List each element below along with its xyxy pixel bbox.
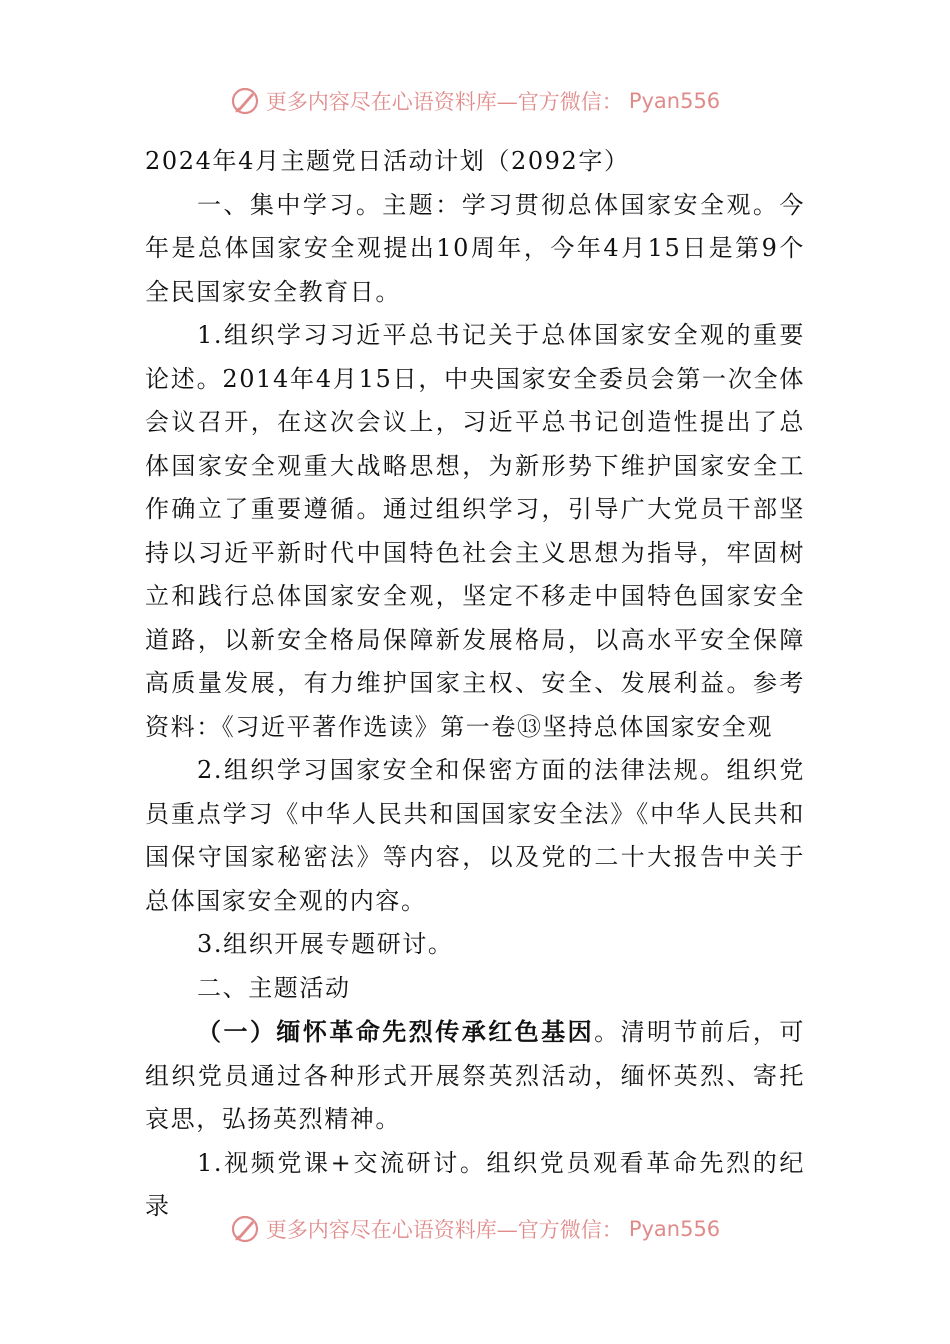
document-title: 2024年4月主题党日活动计划（2092字） [145,147,630,175]
paragraph-item-3: 3.组织开展专题研讨。 [197,930,454,958]
watermark-wechat-id: Pyan556 [628,1217,721,1241]
paragraph-item-2: 2.组织学习国家安全和保密方面的法律法规。组织党员重点学习《中华人民共和国国家安全法》《中华人民共和国保守国家秘密法》等内容，以及党的二十大报告中关于总体国家安全观的内容。 [145,756,805,915]
watermark-wechat-id: Pyan556 [628,89,721,113]
watermark-text: 更多内容尽在心语资料库—官方微信： [265,90,623,114]
watermark-header [0,86,950,116]
subsection-text: 。清明节前后，可组织党员通过各种形式开展祭英烈活动，缅怀英烈、寄托哀思，弘扬英烈精神。 [145,1018,805,1133]
paragraph-item-1: 1.组织学习习近平总书记关于总体国家安全观的重要论述。2014年4月15日，中央国家安全委员会第一次全体会议召开，在这次会议上，习近平总书记创造性提出了总体国家安全观重大战略思想，为新形势下维护国家安全工作确立了重要遵循。通过组织学习，引导广大党员干部坚持以习近平新时代中国特色社会主义思想为指导，牢固树立和践行总体国家安全观，坚定不移走中国特色国家安全道路，以新安全格局保障新发展格局，以高水平安全保障高质量发展，有力维护国家主权、安全、发展利益。参考资料：《习近平著作选读》第一卷⑬坚持总体国家安全观 [145,321,805,741]
document-body [145,140,805,1229]
quill-logo-icon [230,86,260,116]
watermark-text: 更多内容尽在心语资料库—官方微信： [265,1218,623,1242]
paragraph-section-2: 二、主题活动 [197,973,351,1002]
subsection-heading: （一）缅怀革命先烈传承红色基因 [197,1017,595,1046]
quill-logo-icon [230,1214,260,1244]
paragraph-activity-1: 1.视频党课+交流研讨。组织党员观看革命先烈的纪录 [145,1148,805,1220]
paragraph-section-1: 一、集中学习。主题：学习贯彻总体国家安全观。今年是总体国家安全观提出10周年，今年4月15日是第9个全民国家安全教育日。 [145,190,805,306]
paragraph-subsection-1 [145,1010,805,1142]
watermark-footer [0,1214,950,1244]
